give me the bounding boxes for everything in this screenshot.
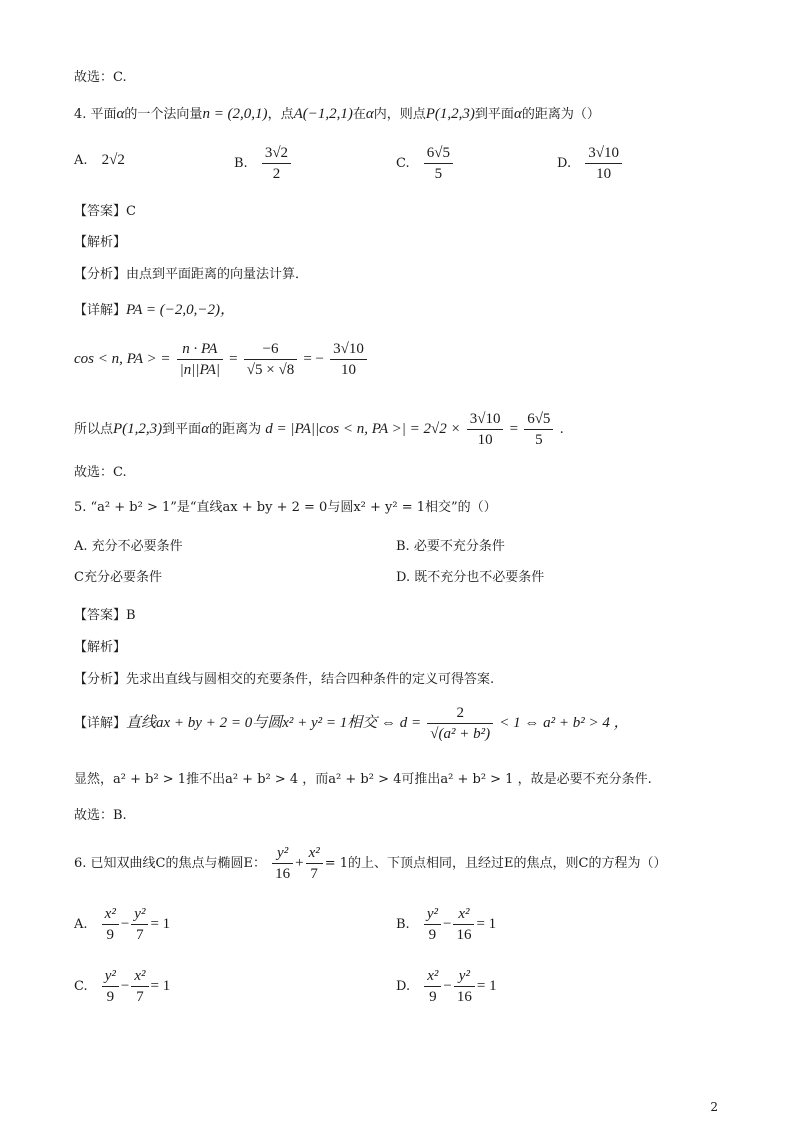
q4-choice: 故选：C. xyxy=(74,465,127,480)
q4-option-a: A. 2√2 xyxy=(74,152,125,168)
q6-option-c: C. $\frac{\text{y²}}{9}$ − $\frac{\text{x²}}{7}$ = 1 xyxy=(74,968,171,1005)
q4-detail-pa: 【详解】PA = (−2,0,−2)， xyxy=(74,302,235,318)
q4-cos-formula: cos < n, PA > = $\frac{n \cdot PA}{|n||PA|}$ = $\frac{-6}{√5 \times √8}$ = − $\frac{3√10}{10}$ xyxy=(74,340,369,379)
q6-option-a: A. $\frac{\text{x²}}{9}$ − $\frac{\text{y²}}{7}$ = 1 xyxy=(74,906,171,943)
q5-analysis-label: 【解析】 xyxy=(74,640,127,655)
q5-option-a: A. 充分不必要条件 xyxy=(74,539,183,554)
q4-answer: 【答案】C xyxy=(74,204,136,219)
q4-stem: 4. 平面α的一个法向量n = (2,0,1)，点A(−1,2,1)在α内，则点P(1,2,3)到平面α的距离为（） xyxy=(74,106,600,122)
q6-option-d: D. $\frac{\text{x²}}{9}$ − $\frac{\text{y²}}{16}$ = 1 xyxy=(396,968,497,1005)
q5-detail: 【详解】直线ax + by + 2 = 0与圆x² + y² = 1相交 ⇔ d = $\frac{2}{\text{√(a² + b²)}}$ < 1 ⇔ a² + b² > 4 ， xyxy=(74,705,629,742)
normal-vector: n = (2,0,1) xyxy=(202,106,268,122)
point-a: A(−1,2,1) xyxy=(293,106,353,122)
q6-stem: 6. 已知双曲线C的焦点与椭圆E： $\frac{\text{y²}}{16}$ + $\frac{\text{x²}}{7}$ = 1的上、下顶点相同，且经过E的焦点，则C的方程为（） xyxy=(74,845,667,882)
q4-option-d: D. $\frac{3√10}{10}$ xyxy=(557,144,624,183)
q5-option-b: B. 必要不充分条件 xyxy=(396,539,505,554)
q4-analysis-label: 【解析】 xyxy=(74,235,127,250)
q6-option-b: B. $\frac{\text{y²}}{9}$ − $\frac{\text{x²}}{16}$ = 1 xyxy=(396,906,497,943)
q5-obvious: 显然，a² + b² > 1推不出a² + b² > 4 ，而a² + b² > 4可推出a² + b² > 1 ，故是必要不充分条件. xyxy=(74,772,652,787)
q4-option-b: B. $\frac{3√2}{2}$ xyxy=(234,144,293,183)
q5-answer: 【答案】B xyxy=(74,608,136,623)
q4-fenxi: 【分析】由点到平面距离的向量法计算． xyxy=(74,267,309,282)
q5-option-c: C充分必要条件 xyxy=(74,570,162,585)
q5-stem: 5. “a² + b² > 1”是“直线ax + by + 2 = 0与圆x² + y² = 1相交”的（） xyxy=(74,500,497,515)
point-p: P(1,2,3) xyxy=(425,106,475,122)
q5-choice: 故选：B. xyxy=(74,808,127,823)
alpha-symbol: α xyxy=(116,106,125,122)
q4-option-c: C. $\frac{6√5}{5}$ xyxy=(396,144,455,183)
q4-conclusion: 所以点P(1,2,3)到平面α的距离为 d = |PA||cos < n, PA >| = 2√2 × $\frac{3√10}{10}$ = $\frac{6√5}{5}$ . xyxy=(74,411,564,448)
page-number: 2 xyxy=(710,1100,718,1114)
q3-choice: 故选：C. xyxy=(74,70,127,85)
q5-option-d: D. 既不充分也不必要条件 xyxy=(396,570,545,585)
q5-fenxi: 【分析】先求出直线与圆相交的充要条件，结合四种条件的定义可得答案. xyxy=(74,672,495,687)
